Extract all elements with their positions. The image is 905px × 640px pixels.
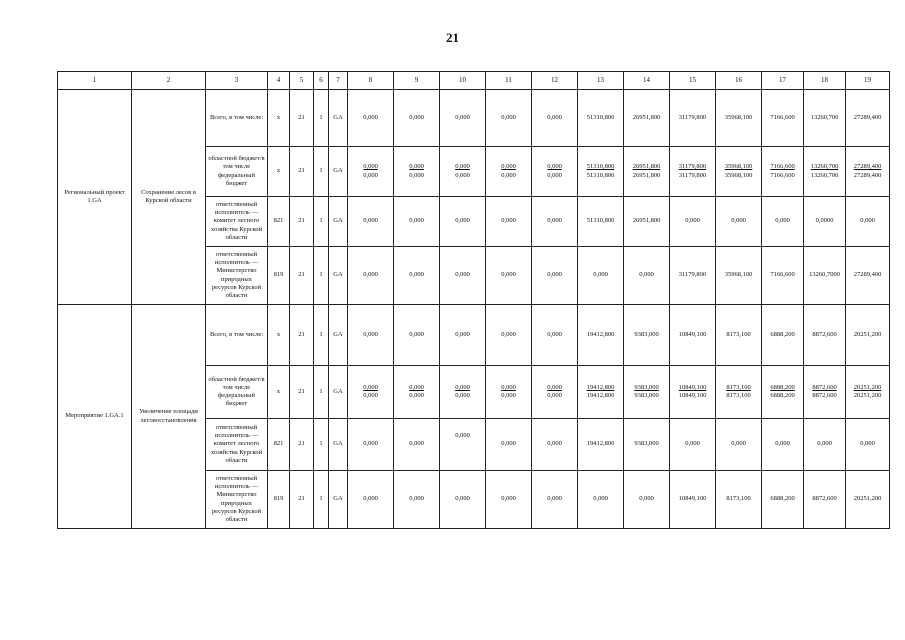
- regional-budget-value: 0,000: [455, 383, 470, 391]
- cell-code: GA: [329, 247, 348, 305]
- cell-code: GA: [329, 305, 348, 366]
- cell-value-pair: [804, 366, 846, 419]
- cell-value-pair: [624, 147, 670, 197]
- cell-value: 6888,200: [762, 471, 804, 529]
- cell-code: GA: [329, 366, 348, 419]
- cell-code: 819: [268, 247, 290, 305]
- cell-value: 0,000: [486, 247, 532, 305]
- cell-value: 31179,800: [670, 247, 716, 305]
- cell-value: 0,000: [716, 197, 762, 247]
- row-description: Всего, в том числе:: [206, 305, 268, 366]
- cell-value: 0,000: [762, 197, 804, 247]
- cell-value: 27289,400: [846, 247, 890, 305]
- cell-value: 0,000: [804, 419, 846, 471]
- cell-code: 21: [290, 147, 314, 197]
- regional-budget-value: 0,000: [409, 163, 424, 171]
- cell-value-pair: [762, 147, 804, 197]
- cell-code: 21: [290, 366, 314, 419]
- row-description: областной бюджет/в том числе федеральный бюджет: [206, 147, 268, 197]
- cell-value: 0,000: [394, 471, 440, 529]
- regional-budget-value: 9383,000: [634, 383, 659, 391]
- federal-budget-value: 31179,800: [678, 171, 707, 179]
- cell-code: GA: [329, 197, 348, 247]
- cell-value: 26951,800: [624, 197, 670, 247]
- col-header: 11: [486, 72, 532, 90]
- cell-code: x: [268, 305, 290, 366]
- cell-value: 8872,600: [804, 471, 846, 529]
- cell-code: 1: [314, 471, 329, 529]
- cell-value: 0,000: [348, 419, 394, 471]
- cell-value: 7166,600: [762, 90, 804, 147]
- cell-code: 21: [290, 419, 314, 471]
- cell-value: 0,000: [440, 305, 486, 366]
- cell-value: 8173,100: [716, 305, 762, 366]
- cell-value: 0,000: [670, 197, 716, 247]
- cell-value: 0,000: [578, 247, 624, 305]
- cell-value: 0,000: [394, 247, 440, 305]
- regional-budget-value: 31179,800: [678, 163, 707, 171]
- cell-code: 1: [314, 197, 329, 247]
- cell-value: 8872,600: [804, 305, 846, 366]
- regional-budget-value: 0,000: [455, 163, 470, 171]
- col-header: 19: [846, 72, 890, 90]
- federal-budget-value: 0,000: [455, 171, 470, 179]
- col-header: 3: [206, 72, 268, 90]
- cell-value: 0,000: [486, 305, 532, 366]
- cell-value-pair: [670, 366, 716, 419]
- cell-value: 0,000: [348, 90, 394, 147]
- column-number-header: [58, 72, 890, 90]
- cell-value: 0,0000: [804, 197, 846, 247]
- cell-value: 0,000: [394, 419, 440, 471]
- cell-code: 821: [268, 419, 290, 471]
- cell-value: 0,000: [532, 419, 578, 471]
- cell-value: 0,000: [532, 305, 578, 366]
- cell-code: 21: [290, 305, 314, 366]
- federal-budget-value: 6888,200: [770, 392, 795, 399]
- regional-budget-value: 10849,100: [678, 383, 707, 391]
- cell-value: 13260,7000: [804, 247, 846, 305]
- cell-value: 0,000: [624, 247, 670, 305]
- cell-value: 51310,800: [578, 90, 624, 147]
- cell-value-pair: [440, 366, 486, 419]
- cell-value: 0,000: [532, 471, 578, 529]
- cell-value: 10849,100: [670, 471, 716, 529]
- cell-code: x: [268, 147, 290, 197]
- regional-budget-value: 8173,100: [726, 383, 751, 391]
- regional-budget-value: 7166,600: [770, 163, 795, 171]
- row-description: Всего, в том числе:: [206, 90, 268, 147]
- cell-code: x: [268, 366, 290, 419]
- federal-budget-value: 0,000: [547, 171, 562, 179]
- col-header: 4: [268, 72, 290, 90]
- cell-value: 26951,800: [624, 90, 670, 147]
- regional-budget-value: 19412,800: [586, 383, 615, 391]
- col-header: 6: [314, 72, 329, 90]
- cell-value: 0,000: [486, 90, 532, 147]
- cell-value-pair: [578, 366, 624, 419]
- cell-value: 0,000: [532, 197, 578, 247]
- cell-code: GA: [329, 419, 348, 471]
- federal-budget-value: 0,000: [501, 392, 516, 399]
- regional-budget-value: 0,000: [363, 383, 378, 391]
- cell-code: 21: [290, 247, 314, 305]
- cell-value-pair: [440, 147, 486, 197]
- cell-value-pair: [846, 366, 890, 419]
- federal-budget-value: 7166,600: [770, 171, 795, 179]
- cell-value: 19412,800: [578, 419, 624, 471]
- cell-value: 0,000: [578, 471, 624, 529]
- col-header: 5: [290, 72, 314, 90]
- col-header: 18: [804, 72, 846, 90]
- cell-value: 0,000: [394, 90, 440, 147]
- row-description: ответственный исполнитель — комитет лесного хозяйства Курской области: [206, 197, 268, 247]
- row-description: областной бюджет/в том числе федеральный бюджет: [206, 366, 268, 419]
- table-row: [58, 305, 890, 366]
- regional-budget-value: 0,000: [547, 383, 562, 391]
- federal-budget-value: 0,000: [501, 171, 516, 179]
- cell-code: x: [268, 90, 290, 147]
- cell-value: 0,000: [486, 419, 532, 471]
- col-header: 10: [440, 72, 486, 90]
- cell-value-pair: [762, 366, 804, 419]
- cell-value: 0,000: [440, 90, 486, 147]
- cell-code: 21: [290, 197, 314, 247]
- cell-value: 0,000: [532, 90, 578, 147]
- regional-budget-value: 26951,800: [632, 163, 661, 171]
- cell-value: 0,000: [348, 471, 394, 529]
- cell-value-pair: [486, 366, 532, 419]
- cell-value: 27289,400: [846, 90, 890, 147]
- federal-budget-value: 26951,800: [632, 171, 661, 179]
- cell-value: 0,000: [348, 197, 394, 247]
- regional-budget-value: 8872,600: [812, 383, 837, 391]
- page-number: 21: [446, 30, 459, 45]
- col-header: 14: [624, 72, 670, 90]
- col-header: 13: [578, 72, 624, 90]
- cell-code: 1: [314, 366, 329, 419]
- regional-budget-value: 51310,800: [586, 163, 615, 171]
- row-description: ответственный исполнитель — комитет лесного хозяйства Курской области: [206, 419, 268, 471]
- col-header: 2: [132, 72, 206, 90]
- cell-value: 0,000: [624, 471, 670, 529]
- cell-value: 0,000: [532, 247, 578, 305]
- cell-value-pair: [716, 366, 762, 419]
- cell-value: 7166,600: [762, 247, 804, 305]
- federal-budget-value: 0,000: [363, 392, 378, 399]
- cell-value: 0,000: [486, 471, 532, 529]
- col-header: 9: [394, 72, 440, 90]
- cell-value-pair: [486, 147, 532, 197]
- col-header: 16: [716, 72, 762, 90]
- cell-value: 0,000: [486, 197, 532, 247]
- regional-budget-value: 0,000: [501, 383, 516, 391]
- cell-value: 0,000: [762, 419, 804, 471]
- cell-value-pair: [846, 147, 890, 197]
- activity-title: Мероприятие 1.GA.1: [58, 305, 132, 529]
- cell-value: 0,000: [440, 471, 486, 529]
- regional-budget-value: 35968,100: [724, 163, 753, 171]
- federal-budget-value: 8872,600: [812, 392, 837, 399]
- cell-value-pair: [532, 366, 578, 419]
- col-header: 8: [348, 72, 394, 90]
- col-header: 12: [532, 72, 578, 90]
- budget-table: [57, 71, 890, 529]
- cell-value: 0,000: [440, 247, 486, 305]
- cell-code: GA: [329, 471, 348, 529]
- cell-value: 0,000: [348, 247, 394, 305]
- federal-budget-value: 27289,400: [853, 171, 882, 179]
- cell-value-pair: [804, 147, 846, 197]
- row-description: ответственный исполнитель — Министерство природных ресурсов Курской области: [206, 247, 268, 305]
- project-title: Региональный проект 1.GA: [58, 90, 132, 305]
- federal-budget-value: 9383,000: [634, 392, 659, 399]
- cell-value: 20251,200: [846, 305, 890, 366]
- cell-value-pair: [532, 147, 578, 197]
- col-header: 17: [762, 72, 804, 90]
- cell-value-pair: [578, 147, 624, 197]
- federal-budget-value: 20251,200: [853, 392, 882, 399]
- cell-code: 821: [268, 197, 290, 247]
- cell-code: 1: [314, 419, 329, 471]
- cell-value: 31179,800: [670, 90, 716, 147]
- cell-value: 6888,200: [762, 305, 804, 366]
- federal-budget-value: 19412,800: [586, 392, 615, 399]
- cell-code: 21: [290, 471, 314, 529]
- cell-code: 1: [314, 90, 329, 147]
- cell-value: 0,000: [846, 419, 890, 471]
- cell-code: 1: [314, 147, 329, 197]
- cell-value: 8173,100: [716, 471, 762, 529]
- federal-budget-value: 10849,100: [678, 392, 707, 399]
- cell-value-pair: [394, 147, 440, 197]
- cell-value: 35968,100: [716, 90, 762, 147]
- cell-value: 0,000: [394, 197, 440, 247]
- cell-value: 20251,200: [846, 471, 890, 529]
- regional-budget-value: 0,000: [409, 383, 424, 391]
- cell-value-pair: [670, 147, 716, 197]
- regional-budget-value: 20251,200: [853, 383, 882, 391]
- cell-value: 0,000: [348, 305, 394, 366]
- cell-value-pair: [716, 147, 762, 197]
- federal-budget-value: 0,000: [409, 392, 424, 399]
- cell-value: 19412,800: [578, 305, 624, 366]
- regional-budget-value: 13260,700: [810, 163, 839, 171]
- regional-budget-value: 0,000: [547, 163, 562, 171]
- cell-value: 0,000: [394, 305, 440, 366]
- cell-value-text: 0,000: [455, 432, 470, 440]
- cell-value-pair: [394, 366, 440, 419]
- cell-value: 9383,000: [624, 419, 670, 471]
- federal-budget-value: 0,000: [363, 171, 378, 179]
- cell-code: 1: [314, 247, 329, 305]
- cell-code: 1: [314, 305, 329, 366]
- federal-budget-value: 0,000: [409, 171, 424, 179]
- cell-value: 0,000: [440, 197, 486, 247]
- cell-value: 0,000: [716, 419, 762, 471]
- cell-value-pair: [348, 147, 394, 197]
- cell-code: GA: [329, 147, 348, 197]
- cell-value: 9383,000: [624, 305, 670, 366]
- activity-goal: Увеличение площади лесовосстановления: [132, 305, 206, 529]
- regional-budget-value: 27289,400: [853, 163, 882, 171]
- cell-value: 35968,100: [716, 247, 762, 305]
- table-row: [58, 90, 890, 147]
- cell-value: 10849,100: [670, 305, 716, 366]
- cell-value: 51310,800: [578, 197, 624, 247]
- cell-value: 13260,700: [804, 90, 846, 147]
- project-goal: Сохранение лесов в Курской области: [132, 90, 206, 305]
- cell-code: 819: [268, 471, 290, 529]
- federal-budget-value: 13260,700: [810, 171, 839, 179]
- federal-budget-value: 51310,800: [586, 171, 615, 179]
- cell-value: [440, 419, 486, 471]
- row-description: ответственный исполнитель — Министерство природных ресурсов Курской области: [206, 471, 268, 529]
- cell-value: 0,000: [670, 419, 716, 471]
- cell-value-pair: [624, 366, 670, 419]
- col-header: 1: [58, 72, 132, 90]
- federal-budget-value: 0,000: [547, 392, 562, 399]
- federal-budget-value: 8173,100: [726, 392, 751, 399]
- cell-code: GA: [329, 90, 348, 147]
- regional-budget-value: 0,000: [363, 163, 378, 171]
- cell-value-pair: [348, 366, 394, 419]
- federal-budget-value: 35968,100: [724, 171, 753, 179]
- regional-budget-value: 6888,200: [770, 383, 795, 391]
- federal-budget-value: 0,000: [455, 392, 470, 399]
- col-header: 7: [329, 72, 348, 90]
- regional-budget-value: 0,000: [501, 163, 516, 171]
- col-header: 15: [670, 72, 716, 90]
- cell-code: 21: [290, 90, 314, 147]
- cell-value: 0,000: [846, 197, 890, 247]
